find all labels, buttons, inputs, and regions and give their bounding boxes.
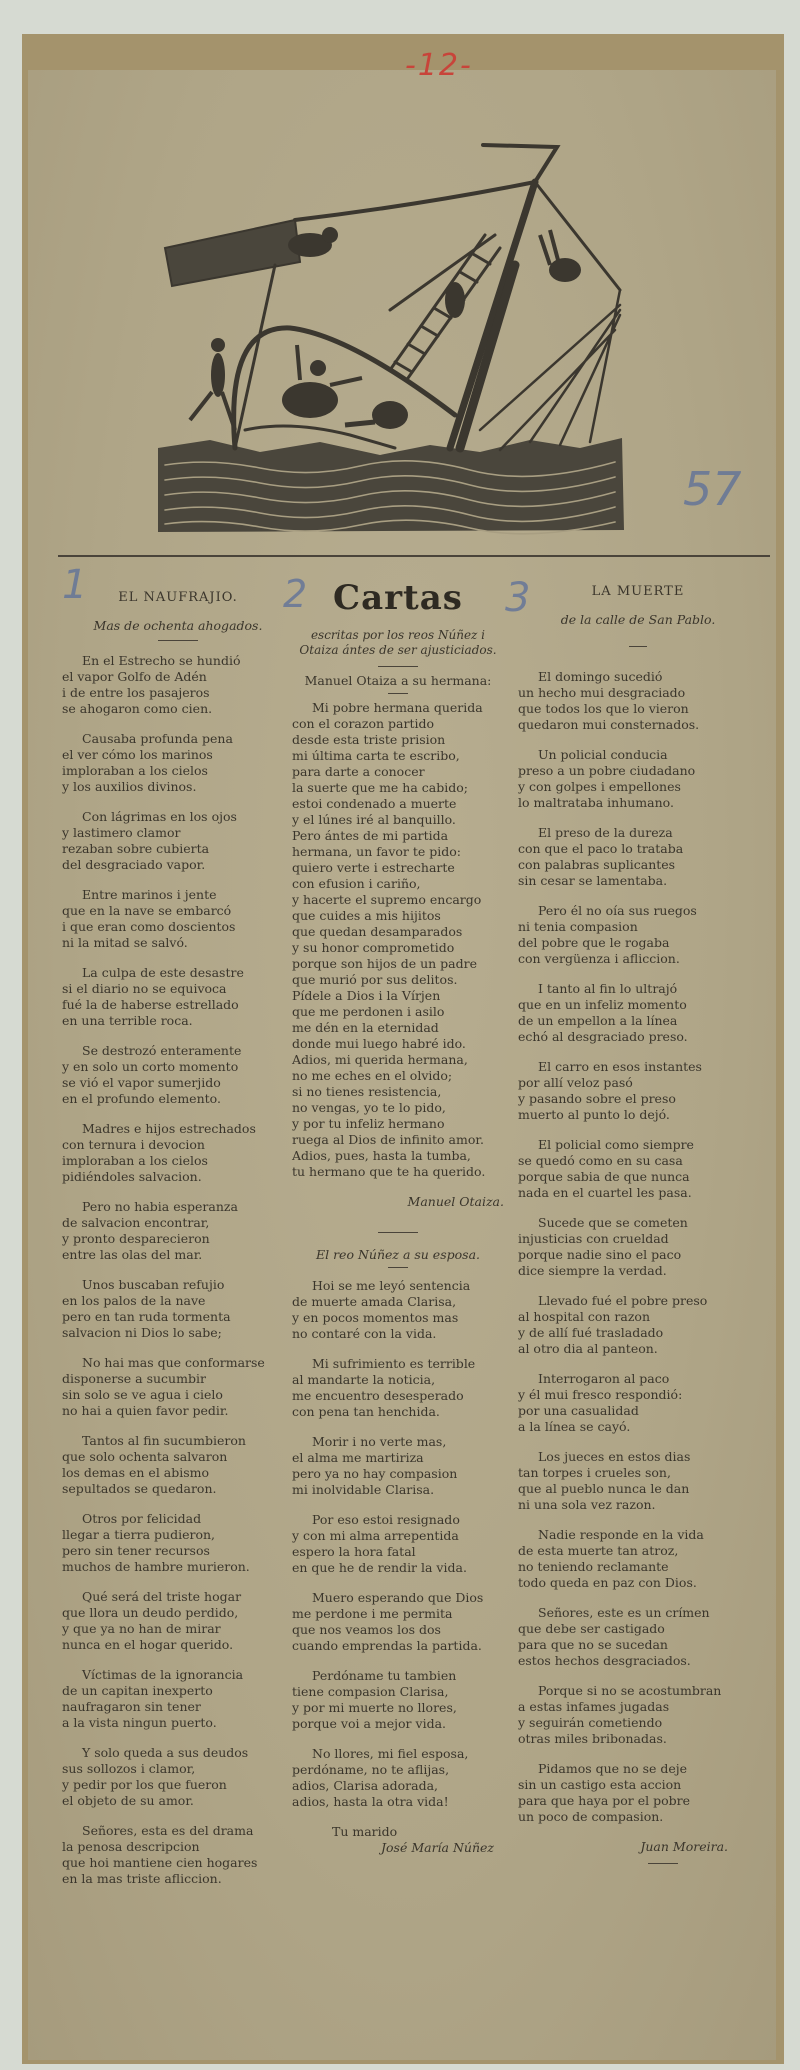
- poem-subtitle: Mas de ochenta ahogados.: [93, 618, 263, 633]
- verse-line: imploraban a los cielos: [62, 1153, 208, 1168]
- figure-on-bow: [211, 353, 225, 397]
- stanza: [518, 1605, 758, 1669]
- verse-line: Mi sufrimiento es terrible: [312, 1356, 476, 1371]
- verse-line: y él mui fresco respondió:: [518, 1387, 683, 1402]
- verse-line: ni la mitad se salvó.: [62, 935, 188, 950]
- stanza: [518, 1527, 758, 1591]
- divider: [378, 666, 418, 667]
- verse-line: mi última carta te escribo,: [292, 748, 460, 763]
- stanza: [518, 903, 758, 967]
- verse-line: porque voi a mejor vida.: [292, 1716, 446, 1731]
- stanza: [62, 809, 294, 873]
- verse-line: El carro en esos instantes: [538, 1059, 702, 1074]
- stanza: [62, 1745, 294, 1809]
- verse-line: El policial como siempre: [538, 1137, 694, 1152]
- verse-line: para que no se sucedan: [518, 1637, 668, 1652]
- verse-line: Nadie responde en la vida: [538, 1527, 704, 1542]
- verse-line: en los palos de la nave: [62, 1293, 206, 1308]
- verse-line: porque son hijos de un padre: [292, 956, 478, 971]
- stanza: [62, 1511, 294, 1575]
- column-la-muerte: [518, 584, 758, 1864]
- poem-title: EL NAUFRAJIO.: [118, 590, 238, 605]
- stanza: [292, 1746, 504, 1810]
- column-3-mark: 3: [505, 575, 531, 621]
- verse-line: Interrogaron al paco: [538, 1371, 670, 1386]
- verse-line: Pero no habia esperanza: [82, 1199, 238, 1214]
- divider: [388, 1267, 408, 1268]
- figure-falling: [372, 401, 408, 429]
- verse-line: y los auxilios divinos.: [62, 779, 197, 794]
- verse-line: y de allí fué trasladado: [518, 1325, 664, 1340]
- verse-line: con que el paco lo trataba: [518, 841, 684, 856]
- verse-line: echó al desgraciado preso.: [518, 1029, 688, 1044]
- verse-line: no teniendo reclamante: [518, 1559, 669, 1574]
- verse-line: que nos veamos los dos: [292, 1622, 441, 1637]
- sea-waves: [158, 438, 624, 532]
- verse-line: Causaba profunda pena: [82, 731, 233, 746]
- poem-title: LA MUERTE: [591, 584, 685, 599]
- verse-line: de salvacion encontrar,: [62, 1215, 210, 1230]
- verse-line: me encuentro desesperado: [292, 1388, 464, 1403]
- verse-line: La culpa de este desastre: [82, 965, 244, 980]
- stanza: [518, 981, 758, 1045]
- verse-line: Otros por felicidad: [82, 1511, 202, 1526]
- stanza: [62, 1121, 294, 1185]
- verse-line: a la línea se cayó.: [518, 1419, 631, 1434]
- letter-body: [292, 1278, 504, 1810]
- verse-line: que en un infeliz momento: [518, 997, 687, 1012]
- verse-line: y que ya no han de mirar: [62, 1621, 221, 1636]
- verse-line: naufragaron sin tener: [62, 1699, 201, 1714]
- verse-line: sin cesar se lamentaba.: [518, 873, 668, 888]
- verse-line: Perdóname tu tambien: [312, 1668, 457, 1683]
- verse-line: Sucede que se cometen: [538, 1215, 688, 1230]
- verse-line: Víctimas de la ignorancia: [82, 1667, 244, 1682]
- verse-line: no vengas, yo te lo pido,: [292, 1100, 446, 1115]
- stanza: [62, 1043, 294, 1107]
- stanza: [518, 1683, 758, 1747]
- verse-line: llegar a tierra pudieron,: [62, 1527, 215, 1542]
- divider: [388, 693, 408, 694]
- verse-line: y pedir por los que fueron: [62, 1777, 227, 1792]
- verse-line: y su honor comprometido: [292, 940, 455, 955]
- verse-line: con ternura i devocion: [62, 1137, 205, 1152]
- verse-line: preso a un pobre ciudadano: [518, 763, 696, 778]
- stanza: [292, 1668, 504, 1732]
- verse-line: El domingo sucedió: [538, 669, 663, 684]
- verse-line: por una casualidad: [518, 1403, 639, 1418]
- verse-line: con el corazon partido: [292, 716, 434, 731]
- column-cartas: [292, 578, 504, 1856]
- verse-line: de muerte amada Clarisa,: [292, 1294, 457, 1309]
- verse-line: Pero él no oía sus ruegos: [538, 903, 697, 918]
- figure-on-ladder: [445, 282, 465, 318]
- letter-body: [292, 700, 504, 1180]
- letter-closing: Tu marido: [332, 1824, 398, 1839]
- verse-line: No llores, mi fiel esposa,: [312, 1746, 469, 1761]
- shipwreck-woodcut-illustration: [150, 130, 650, 550]
- verse-line: lo maltrataba inhumano.: [518, 795, 674, 810]
- verse-line: muerto al punto lo dejó.: [518, 1107, 670, 1122]
- poem-signature: Juan Moreira.: [640, 1839, 728, 1854]
- verse-line: perdóname, no te aflijas,: [292, 1762, 450, 1777]
- verse-line: Qué será del triste hogar: [82, 1589, 242, 1604]
- verse-line: que cuides a mis hijitos: [292, 908, 441, 923]
- stanza: [62, 1667, 294, 1731]
- letter-signature: José María Núñez: [381, 1840, 494, 1855]
- verse-line: la suerte que me ha cabido;: [292, 780, 468, 795]
- verse-line: se vió el vapor sumerjido: [62, 1075, 221, 1090]
- stanza: [518, 1215, 758, 1279]
- stanza: [518, 1761, 758, 1825]
- stanza: [292, 1512, 504, 1576]
- verse-line: se quedó como en su casa: [518, 1153, 683, 1168]
- verse-line: que todos los que lo vieron: [518, 701, 689, 716]
- verse-line: y en pocos momentos mas: [292, 1310, 459, 1325]
- verse-line: ruega al Dios de infinito amor.: [292, 1132, 484, 1147]
- figure-diving: [549, 258, 581, 282]
- verse-line: que al pueblo nunca le dan: [518, 1481, 690, 1496]
- stanza: [518, 1293, 758, 1357]
- verse-line: imploraban a los cielos: [62, 763, 208, 778]
- verse-line: pero ya no hay compasion: [292, 1466, 458, 1481]
- verse-line: para darte a conocer: [292, 764, 425, 779]
- verse-line: nunca en el hogar querido.: [62, 1637, 234, 1652]
- stanza: [62, 731, 294, 795]
- verse-line: a estas infames jugadas: [518, 1699, 670, 1714]
- stanza: [518, 747, 758, 811]
- divider: [648, 1863, 678, 1864]
- verse-line: a la vista ningun puerto.: [62, 1715, 217, 1730]
- stanza: [62, 1277, 294, 1341]
- verse-line: sin un castigo esta accion: [518, 1777, 682, 1792]
- verse-line: Señores, esta es del drama: [82, 1823, 254, 1838]
- verse-line: que en la nave se embarcó: [62, 903, 232, 918]
- stanza: [292, 1590, 504, 1654]
- verse-line: ni una sola vez razon.: [518, 1497, 656, 1512]
- verse-line: Se destrozó enteramente: [82, 1043, 242, 1058]
- verse-line: cuando emprendas la partida.: [292, 1638, 482, 1653]
- stanza: [518, 1371, 758, 1435]
- verse-line: el ver cómo los marinos: [62, 747, 213, 762]
- verse-line: que debe ser castigado: [518, 1621, 665, 1636]
- stanza: [518, 1449, 758, 1513]
- verse-line: muchos de hambre murieron.: [62, 1559, 250, 1574]
- stanza: [292, 1434, 504, 1498]
- verse-line: se ahogaron como cien.: [62, 701, 213, 716]
- verse-line: tiene compasion Clarisa,: [292, 1684, 449, 1699]
- verse-line: porque sabia de que nunca: [518, 1169, 690, 1184]
- verse-line: y pasando sobre el preso: [518, 1091, 676, 1106]
- verse-line: Llevado fué el pobre preso: [538, 1293, 708, 1308]
- verse-line: i de entre los pasajeros: [62, 685, 210, 700]
- letter-signature: Manuel Otaiza.: [407, 1194, 504, 1209]
- verse-line: que llora un deudo perdido,: [62, 1605, 239, 1620]
- verse-line: El preso de la dureza: [538, 825, 673, 840]
- verse-line: Con lágrimas en los ojos: [82, 809, 237, 824]
- verse-line: no contaré con la vida.: [292, 1326, 437, 1341]
- verse-line: con vergüenza i afliccion.: [518, 951, 680, 966]
- verse-line: tu hermano que te ha querido.: [292, 1164, 486, 1179]
- verse-line: la penosa descripcion: [62, 1839, 200, 1854]
- verse-line: Pidamos que no se deje: [538, 1761, 688, 1776]
- verse-line: en una terrible roca.: [62, 1013, 193, 1028]
- poem-body: [518, 669, 758, 1825]
- verse-line: al hospital con razon: [518, 1309, 651, 1324]
- verse-line: de esta muerte tan atroz,: [518, 1543, 679, 1558]
- verse-line: Entre marinos i jente: [82, 887, 217, 902]
- verse-line: y en solo un corto momento: [62, 1059, 239, 1074]
- verse-line: pidiéndoles salvacion.: [62, 1169, 202, 1184]
- verse-line: Hoi se me leyó sentencia: [312, 1278, 471, 1293]
- verse-line: me dén en la eternidad: [292, 1020, 439, 1035]
- verse-line: en la mas triste afliccion.: [62, 1871, 222, 1886]
- verse-line: y por mi muerte no llores,: [292, 1700, 457, 1715]
- verse-line: espero la hora fatal: [292, 1544, 416, 1559]
- verse-line: que solo ochenta salvaron: [62, 1449, 228, 1464]
- verse-line: con efusion i cariño,: [292, 876, 421, 891]
- verse-line: de un capitan inexperto: [62, 1683, 213, 1698]
- verse-line: que hoi mantiene cien hogares: [62, 1855, 258, 1870]
- verse-line: y con mi alma arrepentida: [292, 1528, 459, 1543]
- verse-line: pero en tan ruda tormenta: [62, 1309, 231, 1324]
- verse-line: desde esta triste prision: [292, 732, 446, 747]
- verse-line: hermana, un favor te pido:: [292, 844, 462, 859]
- verse-line: Muero esperando que Dios: [312, 1590, 484, 1605]
- verse-line: y pronto desparecieron: [62, 1231, 210, 1246]
- verse-line: estos hechos desgraciados.: [518, 1653, 691, 1668]
- page-number-annotation: -12-: [405, 48, 473, 83]
- verse-line: No hai mas que conformarse: [82, 1355, 265, 1370]
- verse-line: entre las olas del mar.: [62, 1247, 203, 1262]
- verse-line: sus sollozos i clamor,: [62, 1761, 196, 1776]
- verse-line: adios, hasta la otra vida!: [292, 1794, 449, 1809]
- column-2-mark: 2: [283, 572, 308, 616]
- verse-line: del pobre que le rogaba: [518, 935, 670, 950]
- letter-heading: El reo Núñez a su esposa.: [315, 1247, 480, 1262]
- verse-line: el objeto de su amor.: [62, 1793, 194, 1808]
- verse-line: quedaron mui consternados.: [518, 717, 700, 732]
- verse-line: adios, Clarisa adorada,: [292, 1778, 439, 1793]
- divider: [378, 1232, 418, 1233]
- verse-line: Mi pobre hermana querida: [312, 700, 483, 715]
- verse-line: si el diario no se equivoca: [62, 981, 227, 996]
- verse-line: si no tienes resistencia,: [292, 1084, 442, 1099]
- verse-line: Pídele a Dios i la Vírjen: [292, 988, 441, 1003]
- stanza: [62, 887, 294, 951]
- divider: [158, 640, 198, 641]
- verse-line: I tanto al fin lo ultrajó: [538, 981, 678, 996]
- verse-line: sin solo se ve agua i cielo: [62, 1387, 223, 1402]
- verse-line: un poco de compasion.: [518, 1809, 664, 1824]
- verse-line: no hai a quien favor pedir.: [62, 1403, 229, 1418]
- divider: [629, 646, 647, 647]
- verse-line: al otro dia al panteon.: [518, 1341, 658, 1356]
- verse-line: con pena tan henchida.: [292, 1404, 440, 1419]
- poem-subtitle: de la calle de San Pablo.: [560, 612, 716, 627]
- verse-line: en el profundo elemento.: [62, 1091, 221, 1106]
- verse-line: el vapor Golfo de Adén: [62, 669, 207, 684]
- verse-line: pero sin tener recursos: [62, 1543, 210, 1558]
- verse-line: Y solo queda a sus deudos: [82, 1745, 249, 1760]
- verse-line: Pero ántes de mi partida: [292, 828, 449, 843]
- folio-annotation: 57: [683, 462, 742, 516]
- verse-line: rezaban sobre cubierta: [62, 841, 210, 856]
- verse-line: al mandarte la noticia,: [292, 1372, 436, 1387]
- verse-line: todo queda en paz con Dios.: [518, 1575, 697, 1590]
- stanza: [62, 1355, 294, 1419]
- stanza: [518, 1059, 758, 1123]
- verse-line: estoi condenado a muerte: [292, 796, 457, 811]
- verse-line: Un policial conducia: [538, 747, 668, 762]
- verse-line: En el Estrecho se hundió: [82, 653, 241, 668]
- verse-line: no me eches en el olvido;: [292, 1068, 453, 1083]
- verse-line: y lastimero clamor: [62, 825, 181, 840]
- verse-line: i que eran como doscientos: [62, 919, 236, 934]
- stanza: [62, 1433, 294, 1497]
- verse-line: ni tenia compasion: [518, 919, 638, 934]
- verse-line: de un empellon a la línea: [518, 1013, 678, 1028]
- verse-line: un hecho mui desgraciado: [518, 685, 686, 700]
- verse-line: disponerse a sucumbir: [62, 1371, 206, 1386]
- verse-line: Morir i no verte mas,: [312, 1434, 447, 1449]
- verse-line: salvacion ni Dios lo sabe;: [62, 1325, 222, 1340]
- header-rule: [58, 555, 770, 557]
- stanza: [62, 1823, 294, 1887]
- stanza: [62, 653, 294, 717]
- poem-subtitle-line: Otaiza ántes de ser ajusticiados.: [299, 643, 497, 657]
- verse-line: porque nadie sino el paco: [518, 1247, 682, 1262]
- verse-line: nada en el cuartel les pasa.: [518, 1185, 692, 1200]
- verse-line: en que he de rendir la vida.: [292, 1560, 467, 1575]
- stanza: [62, 965, 294, 1029]
- verse-line: Unos buscaban refujio: [82, 1277, 225, 1292]
- poem-title: Cartas: [333, 578, 463, 618]
- verse-line: Los jueces en estos dias: [538, 1449, 691, 1464]
- verse-line: Por eso estoi resignado: [312, 1512, 460, 1527]
- letter-heading: Manuel Otaiza a su hermana:: [304, 673, 492, 688]
- stanza: [518, 1137, 758, 1201]
- verse-line: Madres e hijos estrechados: [82, 1121, 256, 1136]
- verse-line: mi inolvidable Clarisa.: [292, 1482, 435, 1497]
- verse-line: y seguirán cometiendo: [518, 1715, 663, 1730]
- stanza: [62, 1199, 294, 1263]
- verse-line: me perdone i me permita: [292, 1606, 453, 1621]
- verse-line: fué la de haberse estrellado: [62, 997, 239, 1012]
- verse-line: por allí veloz pasó: [518, 1075, 633, 1090]
- verse-line: Tantos al fin sucumbieron: [82, 1433, 246, 1448]
- verse-line: tan torpes i crueles son,: [518, 1465, 671, 1480]
- verse-line: el alma me martiriza: [292, 1450, 424, 1465]
- verse-line: sepultados se quedaron.: [62, 1481, 217, 1496]
- verse-line: del desgraciado vapor.: [62, 857, 206, 872]
- stanza: [518, 669, 758, 733]
- verse-line: y el lúnes iré al banquillo.: [292, 812, 456, 827]
- poem-subtitle-line: escritas por los reos Núñez i: [310, 628, 486, 642]
- verse-line: para que haya por el pobre: [518, 1793, 691, 1808]
- stanza: [292, 1356, 504, 1420]
- verse-line: los demas en el abismo: [62, 1465, 210, 1480]
- verse-line: dice siempre la verdad.: [518, 1263, 667, 1278]
- verse-line: y por tu infeliz hermano: [292, 1116, 445, 1131]
- verse-line: injusticias con crueldad: [518, 1231, 669, 1246]
- stanza: [292, 1278, 504, 1342]
- verse-line: donde mui luego habré ido.: [292, 1036, 466, 1051]
- verse-line: Adios, mi querida hermana,: [292, 1052, 468, 1067]
- verse-line: con palabras suplicantes: [518, 857, 676, 872]
- verse-line: y hacerte el supremo encargo: [292, 892, 482, 907]
- verse-line: Señores, este es un crímen: [538, 1605, 710, 1620]
- figure-in-boat: [282, 382, 338, 418]
- verse-line: y con golpes i empellones: [518, 779, 681, 794]
- verse-line: que quedan desamparados: [292, 924, 463, 939]
- stanza: [518, 825, 758, 889]
- stanza: [62, 1589, 294, 1653]
- verse-line: que me perdonen i asilo: [292, 1004, 445, 1019]
- verse-line: otras miles bribonadas.: [518, 1731, 667, 1746]
- poem-body: [62, 653, 294, 1887]
- verse-line: Adios, pues, hasta la tumba,: [292, 1148, 471, 1163]
- verse-line: quiero verte i estrecharte: [292, 860, 455, 875]
- column-1-mark: 1: [62, 562, 88, 608]
- verse-line: Porque si no se acostumbran: [538, 1683, 722, 1698]
- verse-line: que murió por sus delitos.: [292, 972, 458, 987]
- column-el-naufrajio: [62, 590, 294, 1901]
